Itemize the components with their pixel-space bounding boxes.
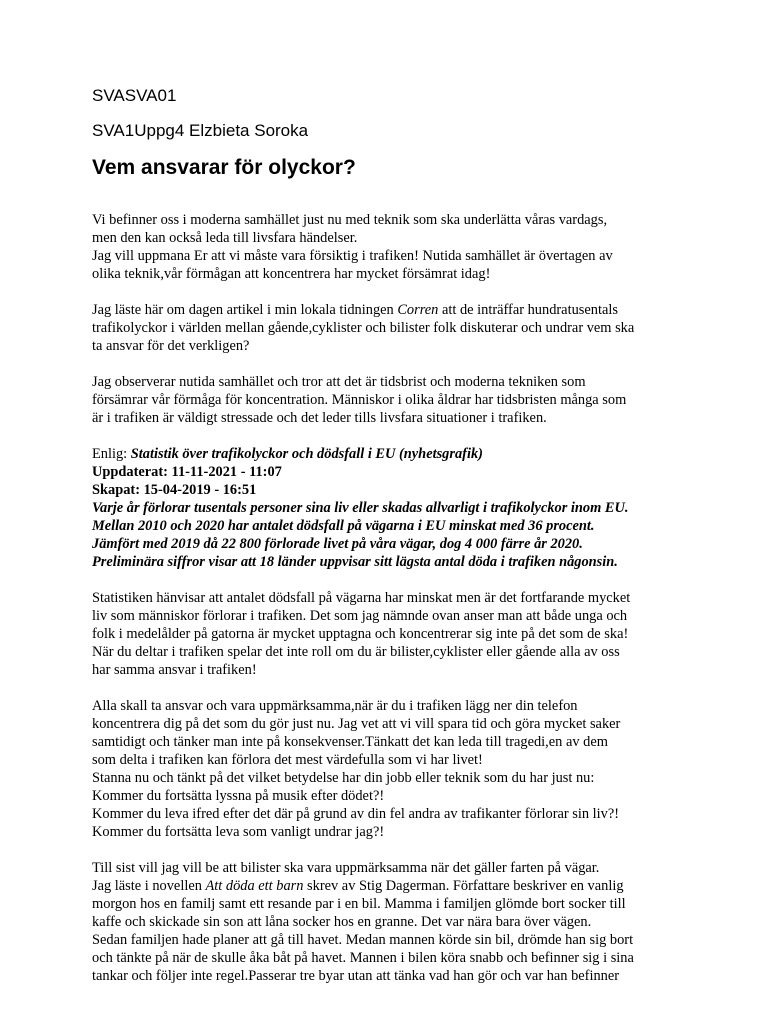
text-line: morgon hos en familj samt ett resande par i en bil. Mamma i familjen glömde bort socker till [92, 896, 626, 912]
text-line: Vi befinner oss i moderna samhället just nu med teknik som ska underlätta våras vardags, [92, 212, 608, 228]
text-line: Kommer du fortsätta leva som vanligt undrar jag?! [92, 824, 385, 840]
text-line: och tänkte på när de skulle åka båt på havet. Mannen i bilen köra snabb och befinner sig i sina [92, 950, 634, 966]
text-line: koncentrera dig på det som du gör just nu. Jag vet att vi vill spara tid och göra mycket saker [92, 716, 621, 732]
text-line: samtidigt och tänker man inte på konsekvenser.Tänkatt det kan leda till tragedi,en av dem [92, 734, 608, 750]
text-line: Till sist vill jag vill be att bilister ska vara uppmärksamma när det gäller farten på vägar. [92, 860, 600, 876]
document-body [92, 211, 692, 1003]
course-code: SVASVA01 [92, 86, 177, 105]
text-line: Jag observerar nutida samhället och tror att det är tidsbrist och moderna tekniken som [92, 374, 586, 390]
newspaper-name: Corren [397, 302, 439, 318]
text-line: Statistiken hänvisar att antalet dödsfall på vägarna har minskat men är det fortfarande mycket [92, 590, 631, 606]
text-line: trafikolyckor i världen mellan gående,cyklister och bilister folk diskuterar och undrar vem ska [92, 320, 635, 336]
novel-title: Att döda ett barn [205, 878, 304, 894]
text-fragment: Jag läste här om dagen artikel i min lokala tidningen [92, 302, 398, 318]
text-line: liv som människor förlorar i trafiken. Det som jag nämnde ovan anser man att både unga och [92, 608, 628, 624]
source-prefix: Enlig: [92, 446, 131, 462]
text-line: Jag vill uppmana Er att vi måste vara försiktig i trafiken! Nutida samhället är övertagen av [92, 248, 613, 264]
page-title: Vem ansvarar för olyckor? [92, 156, 356, 179]
quote-line: Preliminära siffror visar att 18 länder uppvisar sitt lägsta antal döda i trafiken någonsin. [92, 554, 618, 570]
text-fragment: att de inträffar hundratusentals [438, 302, 618, 318]
paragraph-novel [92, 859, 692, 985]
text-line: försämrar vår förmåga för koncentration. Människor i olika åldrar har tidsbristen många som [92, 392, 627, 408]
text-line: har samma ansvar i trafiken! [92, 662, 257, 678]
assignment-author: SVA1Uppg4 Elzbieta Soroka [92, 121, 309, 140]
quote-line: Varje år förlorar tusentals personer sina liv eller skadas allvarligt i trafikolyckor inom EU. [92, 500, 629, 516]
text-line: När du deltar i trafiken spelar det inte roll om du är bilister,cyklister eller gående alla av oss [92, 644, 620, 660]
text-line [92, 877, 692, 895]
text-line: är i trafiken är väldigt stressade och det leder tills livsfara situationer i trafiken. [92, 410, 547, 426]
paragraph-source-quote [92, 445, 692, 571]
paragraph-newspaper [92, 301, 692, 355]
source-headline: Statistik över trafikolyckor och dödsfall i EU (nyhetsgrafik) [130, 446, 483, 462]
text-fragment: Jag läste i novellen [92, 878, 206, 894]
text-line: Sedan familjen hade planer att gå till havet. Medan mannen körde sin bil, drömde han sig bort [92, 932, 634, 948]
text-line: Kommer du fortsätta lyssna på musik efter dödet?! [92, 788, 385, 804]
text-line: men den kan också leda till livsfara händelser. [92, 230, 358, 246]
text-line: olika teknik,vår förmågan att koncentrera har mycket försämrat idag! [92, 266, 491, 282]
text-line: folk i medelålder på gatorna är mycket upptagna och koncentrerar sig inte på det som de ska! [92, 626, 629, 642]
text-line: Alla skall ta ansvar och vara uppmärksamma,när är du i trafiken lägg ner din telefon [92, 698, 578, 714]
source-updated: Uppdaterat: 11-11-2021 - 11:07 [92, 464, 282, 480]
quote-line: Jämfört med 2019 då 22 800 förlorade livet på våra vägar, dog 4 000 färre år 2020. [92, 536, 583, 552]
quote-line: Mellan 2010 och 2020 har antalet dödsfall på vägarna i EU minskat med 36 procent. [92, 518, 595, 534]
text-line: Stanna nu och tänkt på det vilket betydelse har din jobb eller teknik som du har just nu: [92, 770, 595, 786]
text-line: tankar och följer inte regel.Passerar tre byar utan att tänka vad han gör och var han befinner [92, 968, 620, 984]
paragraph-intro [92, 211, 692, 283]
text-line [92, 301, 692, 319]
source-created: Skapat: 15-04-2019 - 16:51 [92, 482, 257, 498]
text-line: kaffe och skickade sin son att låna socker hos en granne. Det var nära bara över vägen. [92, 914, 592, 930]
paragraph-statistics [92, 589, 692, 679]
text-line: som delta i trafiken kan förlora det mest värdefulla som vi har livet! [92, 752, 483, 768]
text-fragment: skrev av Stig Dagerman. Författare beskriver en vanlig [303, 878, 624, 894]
text-line: Kommer du leva ifred efter det där på grund av din fel andra av trafikanter förlorar sin liv?! [92, 806, 620, 822]
paragraph-responsibility [92, 697, 692, 841]
text-line: ta ansvar för det verkligen? [92, 338, 250, 354]
text-line [92, 445, 692, 463]
paragraph-observation [92, 373, 692, 427]
